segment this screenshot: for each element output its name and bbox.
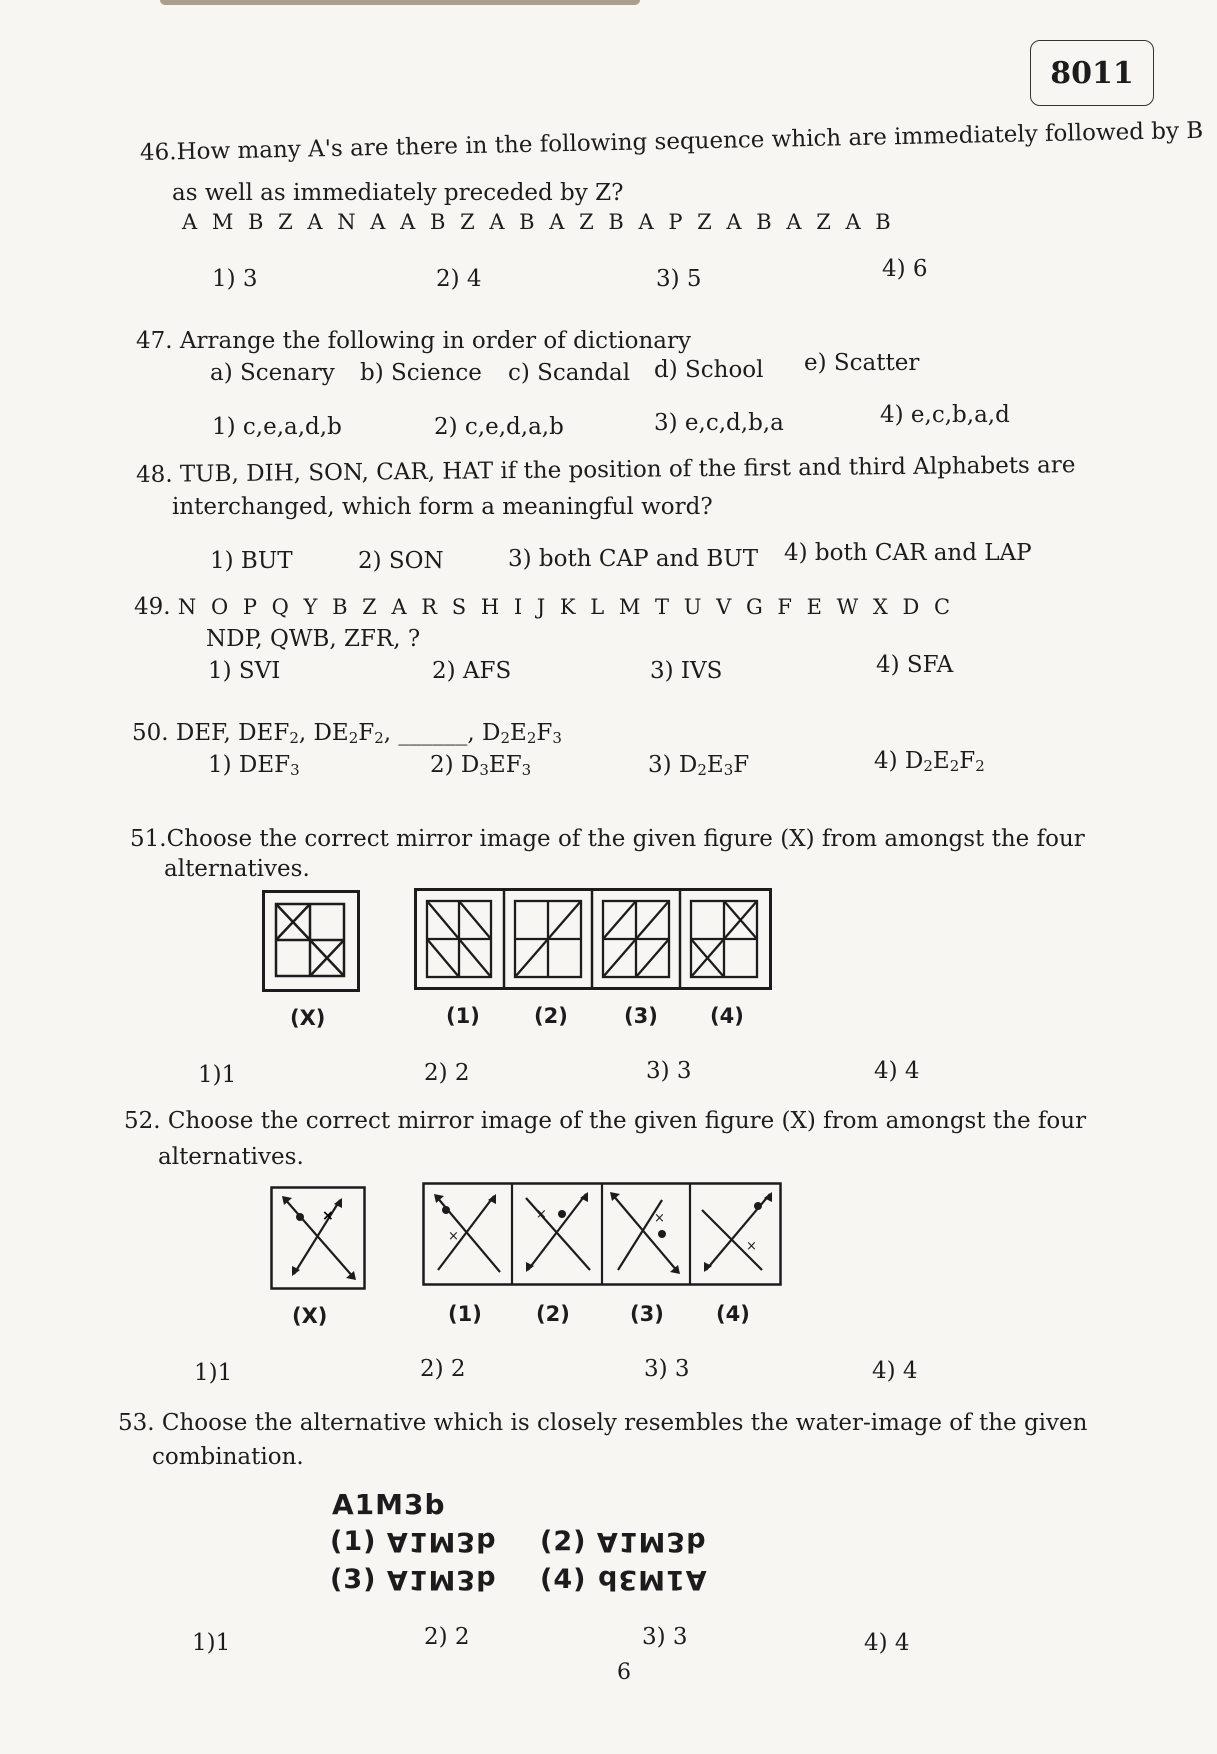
svg-text:×: ×	[448, 1229, 459, 1244]
q47-option-2[interactable]: 2) c,e,d,a,b	[434, 414, 564, 440]
q51-label-3: (3)	[624, 1004, 658, 1028]
q50-series-start: DEF, DEF	[175, 720, 290, 746]
q47-word-d: d) School	[654, 357, 764, 383]
q51-label-1: (1)	[446, 1004, 480, 1028]
q47-number: 47.	[136, 328, 173, 354]
q46-question	[140, 118, 1204, 166]
q46-option-1[interactable]: 1) 3	[212, 266, 258, 292]
q49-option-3[interactable]: 3) IVS	[650, 658, 723, 684]
q53-text-line2: combination.	[152, 1444, 304, 1470]
q51-label-2: (2)	[534, 1004, 568, 1028]
q51-alt-2	[515, 901, 581, 977]
q46-option-4[interactable]: 4) 6	[882, 256, 928, 282]
q52-alt-4	[702, 1192, 772, 1272]
q47-word-c: c) Scandal	[508, 360, 631, 386]
q48-option-2[interactable]: 2) SON	[358, 548, 444, 574]
q48-text-line2: interchanged, which form a meaningful word?	[172, 494, 713, 520]
q52-number: 52.	[124, 1108, 161, 1134]
svg-text:×: ×	[536, 1207, 547, 1222]
q47-word-b: b) Science	[360, 360, 482, 386]
q51-alt-4	[691, 901, 757, 977]
q47-option-1[interactable]: 1) c,e,a,d,b	[212, 414, 342, 440]
q52-option-4[interactable]: 4) 4	[872, 1358, 918, 1384]
q48-option-1[interactable]: 1) BUT	[210, 548, 293, 574]
q51-figure-x	[262, 890, 360, 992]
q53-alt-2-label: (2)	[540, 1526, 587, 1557]
q52-option-3[interactable]: 3) 3	[644, 1356, 690, 1382]
q51-question	[130, 826, 1085, 852]
q46-sequence: A M B Z A N A A B Z A B A Z B A P Z A B A Z A B	[182, 210, 895, 234]
q52-option-1[interactable]: 1)1	[194, 1360, 233, 1386]
q49-question	[134, 594, 954, 620]
q53-alt-1-label: (1)	[330, 1526, 377, 1557]
q52-alt-3	[610, 1192, 680, 1274]
q52-text-line2: alternatives.	[158, 1144, 304, 1170]
q52-label-4: (4)	[716, 1302, 750, 1326]
q51-option-3[interactable]: 3) 3	[646, 1058, 692, 1084]
q51-alternatives	[414, 888, 772, 990]
q47-option-3[interactable]: 3) e,c,d,b,a	[654, 410, 784, 436]
q50-number: 50.	[132, 720, 169, 746]
q46-option-3[interactable]: 3) 5	[656, 266, 702, 292]
q50-question: 50. DEF, $DEF_2$, $DE_2F_2$, ______, $D_2E_2F_3$	[132, 720, 562, 747]
paper-code-box	[1030, 40, 1154, 106]
q51-number: 51.	[130, 826, 167, 852]
q52-option-2[interactable]: 2) 2	[420, 1356, 466, 1382]
q53-number: 53.	[118, 1410, 155, 1436]
q50-option-3[interactable]: 3) $D_2E_3F$	[648, 752, 750, 779]
q46-text-line2: as well as immediately preceded by Z?	[172, 180, 624, 206]
q52-question	[124, 1108, 1086, 1134]
q47-option-4[interactable]: 4) e,c,b,a,d	[880, 402, 1010, 428]
q51-alt-3	[603, 901, 669, 977]
q53-question	[118, 1410, 1087, 1436]
q52-label-2: (2)	[536, 1302, 570, 1326]
q50-option-2[interactable]: 2) $D_3EF_3$	[430, 752, 532, 779]
q51-text-line1: Choose the correct mirror image of the given figure (X) from amongst the four	[166, 826, 1085, 852]
q50-blank: ______	[398, 720, 468, 746]
svg-text:×: ×	[322, 1208, 334, 1224]
q52-alt-2	[526, 1192, 590, 1272]
q47-question	[136, 328, 691, 354]
q51-option-4[interactable]: 4) 4	[874, 1058, 920, 1084]
q50-option-4[interactable]: 4) $D_2E_2F_2$	[874, 748, 985, 775]
page-number: 6	[617, 1660, 631, 1685]
q49-option-2[interactable]: 2) AFS	[432, 658, 512, 684]
q46-option-2[interactable]: 2) 4	[436, 266, 482, 292]
q47-word-e: e) Scatter	[804, 350, 920, 376]
q53-alt-2	[540, 1526, 707, 1557]
q52-label-x: (X)	[292, 1304, 328, 1328]
q51-label-x: (X)	[290, 1006, 326, 1030]
paper-code: 8011	[1050, 55, 1134, 91]
q53-alt-1-image: A1M3b	[386, 1526, 497, 1557]
q49-option-4[interactable]: 4) SFA	[876, 652, 954, 678]
q49-series: NDP, QWB, ZFR, ?	[206, 626, 421, 652]
q53-alt-4-image: A1M3b	[596, 1564, 707, 1595]
q52-label-3: (3)	[630, 1302, 664, 1326]
q47-text: Arrange the following in order of dictionary	[179, 328, 692, 354]
q53-alt-1	[330, 1526, 497, 1557]
q49-sequence: N O P Q Y B Z A R S H I J K L M T U V G F E W X D C	[177, 595, 955, 619]
q52-text-line1: Choose the correct mirror image of the given figure (X) from amongst the four	[167, 1108, 1087, 1134]
svg-text:×: ×	[746, 1239, 757, 1254]
q49-option-1[interactable]: 1) SVI	[208, 658, 281, 684]
q53-option-2[interactable]: 2) 2	[424, 1624, 470, 1650]
q48-option-4[interactable]: 4) both CAR and LAP	[784, 540, 1032, 566]
q51-label-4: (4)	[710, 1004, 744, 1028]
q47-word-a: a) Scenary	[210, 360, 335, 386]
page-top-edge	[160, 0, 640, 5]
q53-alt-3	[330, 1564, 497, 1595]
q52-figure-x	[270, 1186, 366, 1290]
q53-option-1[interactable]: 1)1	[192, 1630, 231, 1656]
q52-alt-1	[434, 1194, 500, 1272]
q49-number: 49.	[134, 594, 171, 620]
q53-alt-2-image: A1M3b	[596, 1526, 707, 1557]
q46-text-line1: How many A's are there in the following sequence which are immediately followed by B	[176, 117, 1204, 166]
q50-option-1[interactable]: 1) $DEF_3$	[208, 752, 300, 779]
q53-combination: A1M3b	[332, 1488, 446, 1521]
q51-option-1[interactable]: 1)1	[198, 1062, 237, 1088]
q53-option-4[interactable]: 4) 4	[864, 1630, 910, 1656]
q48-text-line1: TUB, DIH, SON, CAR, HAT if the position of the first and third Alphabets are	[179, 452, 1076, 488]
q53-option-3[interactable]: 3) 3	[642, 1624, 688, 1650]
q52-alternatives	[422, 1182, 782, 1286]
q53-alt-3-label: (3)	[330, 1564, 377, 1595]
svg-text:×: ×	[654, 1211, 665, 1226]
q53-alt-4	[540, 1564, 707, 1595]
q48-option-3[interactable]: 3) both CAP and BUT	[508, 546, 759, 572]
q53-text-line1: Choose the alternative which is closely resembles the water-image of the given	[161, 1410, 1088, 1436]
q48-question	[136, 452, 1076, 488]
q46-number: 46.	[139, 139, 177, 166]
q51-option-2[interactable]: 2) 2	[424, 1060, 470, 1086]
q48-number: 48.	[135, 461, 173, 488]
q53-alt-4-label: (4)	[540, 1564, 587, 1595]
q52-label-1: (1)	[448, 1302, 482, 1326]
q53-alt-3-image: A1M3b	[386, 1564, 497, 1595]
q51-alt-1	[427, 901, 491, 977]
q51-text-line2: alternatives.	[164, 856, 310, 882]
